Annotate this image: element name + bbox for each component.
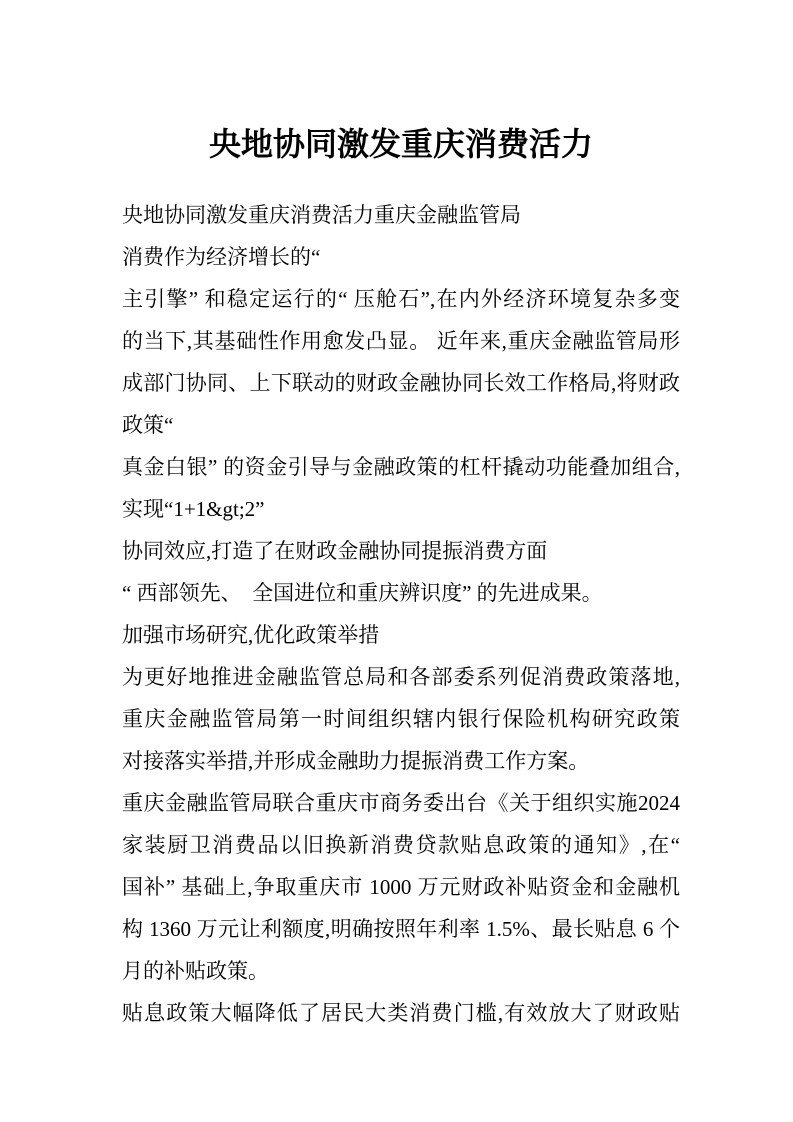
text-line: 实现“1+1&gt;2” [122,497,265,521]
text-line: 政策“ [122,413,174,437]
text-line: 成部门协同、上下联动的财政金融协同长效工作格局,将财政 [122,371,680,395]
document-title: 央地协同激发重庆消费活力 [208,126,593,162]
text-line: “ 西部领先、 全国进位和重庆辨识度” 的先进成果。 [122,581,603,605]
text-line: 重庆金融监管局联合重庆市商务委出台《关于组织实施2024 [122,791,680,815]
text-line: 对接落实举措,并形成金融助力提振消费工作方案。 [122,749,590,773]
text-line: 为更好地推进金融监管总局和各部委系列促消费政策落地, [122,665,680,689]
text-line: 构 1360 万元让利额度,明确按照年利率 1.5%、最长贴息 6 个 [122,917,680,941]
text-line: 家装厨卫消费品以旧换新消费贷款贴息政策的通知》,在“ [122,833,680,857]
text-line: 消费作为经济增长的“ [122,245,321,269]
text-line: 的当下,其基础性作用愈发凸显。 近年来,重庆金融监管局形 [122,329,680,353]
text-line: 主引擎” 和稳定运行的“ 压舱石”,在内外经济环境复杂多变 [122,287,680,311]
text-line: 央地协同激发重庆消费活力重庆金融监管局 [122,203,521,227]
text-line: 国补” 基础上,争取重庆市 1000 万元财政补贴资金和金融机 [122,875,680,899]
text-line: 贴息政策大幅降低了居民大类消费门槛,有效放大了财政贴 [122,1001,680,1025]
text-line: 重庆金融监管局第一时间组织辖内银行保险机构研究政策 [122,707,680,731]
text-line: 月的补贴政策。 [122,959,269,983]
text-line: 加强市场研究,优化政策举措 [122,623,380,647]
text-line: 真金白银” 的资金引导与金融政策的杠杆撬动功能叠加组合, [122,455,680,479]
text-line: 协同效应,打造了在财政金融协同提振消费方面 [122,539,548,563]
document-body [122,194,680,1034]
